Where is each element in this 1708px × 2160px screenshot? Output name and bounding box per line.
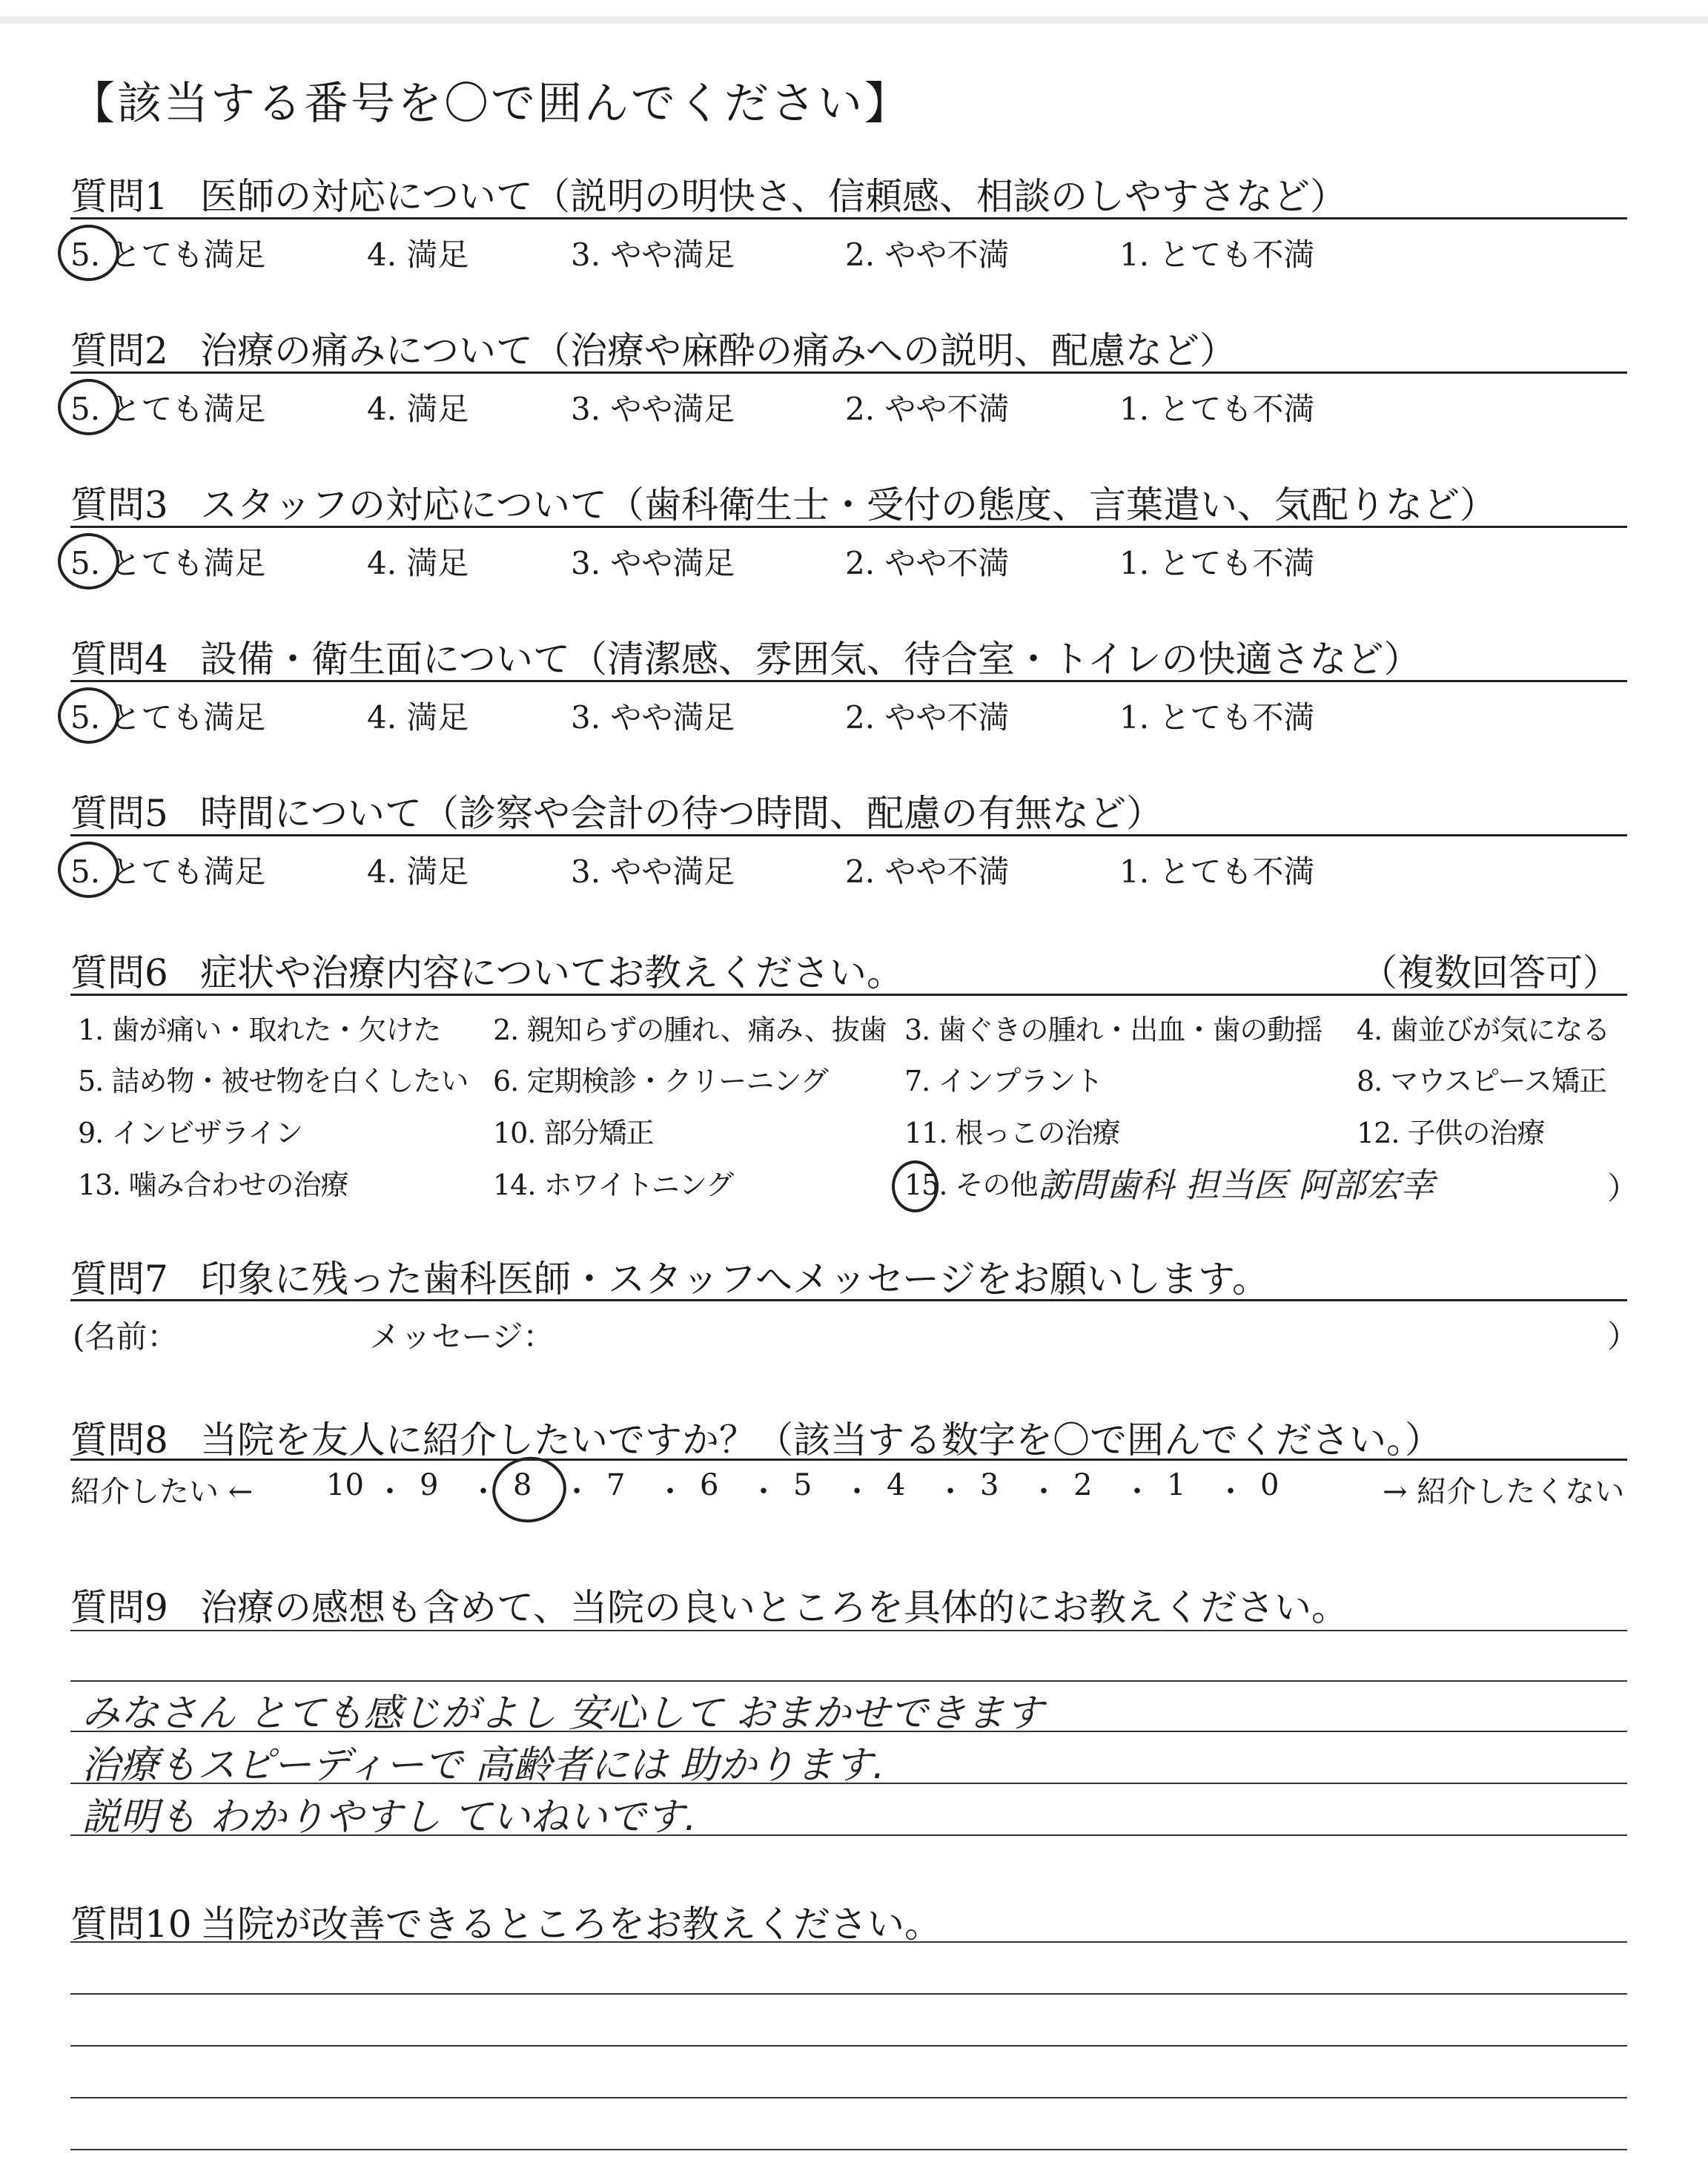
q2-option-1[interactable]: 1. とても不満 [1119, 391, 1315, 427]
q8-scale-2[interactable]: 2 [1073, 1468, 1093, 1502]
q10-number: 質問10 [70, 1903, 192, 1946]
q3-option-1[interactable]: 1. とても不満 [1119, 545, 1315, 581]
q5-option-2[interactable]: 2. やや不満 [845, 853, 1010, 890]
q7-text: 印象に残った歯科医師・スタッフへメッセージをお願いします。 [200, 1258, 1269, 1301]
page-title: 【該当する番号を〇で囲んでください】 [70, 78, 911, 130]
q4-option-3[interactable]: 3. やや満足 [571, 699, 735, 736]
q3-rule [70, 526, 1627, 528]
q8-scale-7[interactable]: 7 [606, 1468, 626, 1502]
q2-option-3[interactable]: 3. やや満足 [571, 391, 735, 427]
q4-selected-circle[interactable] [58, 687, 119, 744]
q6-option-3[interactable]: 3. 歯ぐきの腫れ・出血・歯の動揺 [904, 1014, 1323, 1046]
q4-option-1[interactable]: 1. とても不満 [1119, 699, 1315, 736]
q2-option-4[interactable]: 4. 満足 [367, 391, 469, 427]
q8-scale-6[interactable]: 6 [700, 1468, 719, 1502]
q8-scale-separator: ・ [936, 1475, 965, 1509]
q8-scale-separator: ・ [1216, 1475, 1245, 1509]
q9-line-1 [70, 1630, 1627, 1631]
q8-title [70, 1410, 1442, 1464]
q3-selected-circle[interactable] [58, 533, 119, 589]
q8-scale-separator: ・ [749, 1475, 778, 1509]
q9-text: 治療の感想も含めて、当院の良いところを具体的にお教えください。 [200, 1586, 1348, 1629]
q3-option-4[interactable]: 4. 満足 [367, 545, 469, 581]
q1-text: 医師の対応について（説明の明快さ、信頼感、相談のしやすさなど） [200, 175, 1347, 218]
q3-option-3[interactable]: 3. やや満足 [571, 545, 735, 581]
q6-title [70, 943, 904, 997]
q2-option-5[interactable]: 5. とても満足 [70, 391, 266, 427]
q6-option-15[interactable]: 15. その他（ [904, 1169, 1065, 1201]
q1-option-5[interactable]: 5. とても満足 [70, 237, 266, 273]
q8-scale-4[interactable]: 4 [887, 1468, 906, 1502]
q8-scale-10[interactable]: 10 [326, 1468, 364, 1502]
q8-number: 質問8 [70, 1418, 168, 1462]
q4-rule [70, 680, 1627, 682]
q6-option-2[interactable]: 2. 親知らずの腫れ、痛み、抜歯 [493, 1014, 887, 1046]
q3-option-5[interactable]: 5. とても満足 [70, 545, 266, 581]
q1-option-3[interactable]: 3. やや満足 [571, 237, 735, 273]
q10-line-2 [70, 1993, 1627, 1995]
q1-option-2[interactable]: 2. やや不満 [845, 237, 1010, 273]
q6-option-4[interactable]: 4. 歯並びが気になる [1357, 1014, 1610, 1046]
q9-answer-line-2: 治療もスピーディーで 高齢者には 助かります. [82, 1743, 885, 1788]
q6-option-7[interactable]: 7. インプラント [904, 1065, 1103, 1097]
q8-right-label: → 紹介したくない [1383, 1475, 1625, 1509]
q6-other-handwriting: 訪問歯科 担当医 阿部宏幸 [1038, 1165, 1435, 1205]
q9-answer-line-3: 説明も わかりやすし ていねいです. [82, 1795, 697, 1840]
q9-title [70, 1578, 1348, 1631]
q2-text: 治療の痛みについて（治療や麻酔の痛みへの説明、配慮など） [200, 329, 1237, 372]
q3-text: スタッフの対応について（歯科衛生士・受付の態度、言葉遣い、気配りなど） [200, 483, 1497, 526]
q8-scale-separator: ・ [562, 1475, 592, 1509]
q5-number: 質問5 [70, 792, 168, 835]
q7-close: ） [1607, 1318, 1639, 1355]
q1-option-1[interactable]: 1. とても不満 [1119, 237, 1315, 273]
q2-option-2[interactable]: 2. やや不満 [845, 391, 1010, 427]
q10-line-3 [70, 2045, 1627, 2047]
q8-rule [70, 1459, 1627, 1461]
q5-option-1[interactable]: 1. とても不満 [1119, 853, 1315, 890]
q10-line-4 [70, 2097, 1627, 2098]
q6-option-14[interactable]: 14. ホワイトニング [493, 1169, 734, 1201]
q5-option-3[interactable]: 3. やや満足 [571, 853, 735, 890]
q7-title [70, 1249, 1269, 1303]
q8-scale-5[interactable]: 5 [793, 1468, 812, 1502]
q8-scale-separator: ・ [1122, 1475, 1152, 1509]
q8-scale-3[interactable]: 3 [980, 1468, 999, 1502]
q5-option-5[interactable]: 5. とても満足 [70, 853, 266, 890]
q1-title [70, 167, 1347, 220]
q4-number: 質問4 [70, 638, 168, 681]
q5-selected-circle[interactable] [58, 842, 119, 898]
q4-option-4[interactable]: 4. 満足 [367, 699, 469, 736]
q6-option-13[interactable]: 13. 噛み合わせの治療 [78, 1169, 348, 1201]
q6-other-close: ） [1607, 1170, 1639, 1206]
q3-title [70, 475, 1497, 529]
q6-text: 症状や治療内容についてお教えください。 [200, 951, 904, 994]
q8-scale-separator: ・ [655, 1475, 685, 1509]
q4-option-5[interactable]: 5. とても満足 [70, 699, 266, 736]
q9-answer-line-1: みなさん とても感じがよし 安心して おまかせできます [82, 1691, 1044, 1736]
q6-number: 質問6 [70, 951, 168, 994]
q10-title [70, 1895, 941, 1948]
q10-line-5 [70, 2149, 1627, 2150]
q9-number: 質問9 [70, 1586, 168, 1629]
q8-scale-1[interactable]: 1 [1167, 1468, 1186, 1502]
q6-option-6[interactable]: 6. 定期検診・クリーニング [493, 1065, 828, 1097]
q1-rule [70, 217, 1627, 219]
q10-line-1 [70, 1941, 1627, 1943]
q8-scale-8[interactable]: 8 [513, 1468, 532, 1502]
q8-left-label: 紹介したい ← [70, 1475, 254, 1509]
q4-title [70, 630, 1421, 683]
q2-rule [70, 371, 1627, 374]
q5-title [70, 784, 1163, 837]
q6-rule [70, 994, 1627, 996]
q5-rule [70, 834, 1627, 836]
q7-number: 質問7 [70, 1258, 168, 1301]
q6-option-1[interactable]: 1. 歯が痛い・取れた・欠けた [78, 1014, 441, 1046]
q8-scale-9[interactable]: 9 [420, 1468, 439, 1502]
q5-text: 時間について（診察や会計の待つ時間、配慮の有無など） [200, 792, 1163, 835]
q1-option-4[interactable]: 4. 満足 [367, 237, 469, 273]
q3-number: 質問3 [70, 483, 168, 526]
q6-option-5[interactable]: 5. 詰め物・被せ物を白くしたい [78, 1065, 469, 1097]
q3-option-2[interactable]: 2. やや不満 [845, 545, 1010, 581]
q6-selected-circle[interactable] [892, 1160, 939, 1212]
q2-selected-circle[interactable] [58, 379, 119, 435]
q2-title [70, 321, 1237, 374]
q6-option-8[interactable]: 8. マウスピース矯正 [1357, 1065, 1606, 1097]
q8-text: 当院を友人に紹介したいですか？（該当する数字を〇で囲んでください。） [200, 1418, 1442, 1462]
q8-scale-0[interactable]: 0 [1260, 1468, 1280, 1502]
q6-option-9[interactable]: 9. インビザライン [78, 1117, 303, 1149]
q6-option-11[interactable]: 11. 根っこの治療 [904, 1117, 1120, 1149]
q8-scale-separator: ・ [842, 1475, 872, 1509]
q6-option-12[interactable]: 12. 子供の治療 [1357, 1117, 1545, 1149]
q4-text: 設備・衛生面について（清潔感、雰囲気、待合室・トイレの快適さなど） [200, 638, 1421, 681]
q1-selected-circle[interactable] [58, 225, 119, 281]
q8-scale-separator: ・ [469, 1475, 498, 1509]
q8-scale-separator: ・ [1029, 1475, 1059, 1509]
q1-number: 質問1 [70, 175, 168, 218]
q7-rule [70, 1299, 1627, 1301]
q7-name-label: (名前： [73, 1318, 179, 1355]
q6-option-10[interactable]: 10. 部分矯正 [493, 1117, 654, 1149]
q4-option-2[interactable]: 2. やや不満 [845, 699, 1010, 736]
q6-note: （複数回答可） [1360, 951, 1620, 994]
q10-text: 当院が改善できるところをお教えください。 [200, 1903, 941, 1946]
page-top-edge [0, 16, 1708, 24]
q5-option-4[interactable]: 4. 満足 [367, 853, 469, 890]
q7-message-label: メッセージ： [369, 1318, 555, 1355]
q8-scale-separator: ・ [375, 1475, 405, 1509]
q2-number: 質問2 [70, 329, 168, 372]
